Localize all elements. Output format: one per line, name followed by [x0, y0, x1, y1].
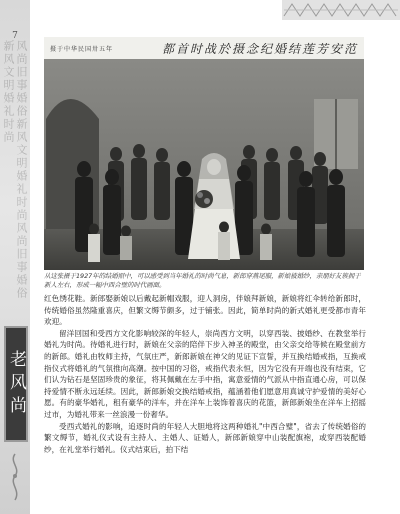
body-paragraph-1: 红色绣花鞋。新郎娶新娘以后戴起新帽戏服，迎人洞房，伴娘拜新娘，新娘将红伞转给新郎时，传统婚俗虽然隆重喜庆，但繁文缛节颇多，过于铺张。因此，简单时尚的新式婚礼更受都市青年欢迎。 — [44, 294, 366, 327]
photo-banner-title: 都首时战於摄念纪婚结莲芳安范 — [161, 41, 358, 56]
body-paragraph-2: 留洋回国和受西方文化影响较深的年轻人，崇尚西方文明，以穿西装、披婚纱、在教堂举行婚礼为时尚。待婚礼进行时，新娘在父亲的陪伴下步入神圣的殿堂，由父亲交给等候在殿堂前方的新郎。婚礼由牧师主持，气氛庄严，新郎新娘在神父的见证下宣誓，并互换结婚戒指，互换戒指仪式将婚礼的气氛推向高潮。按中国的习俗，戒指代表永恒，因为它没有开端也没有结束，它们认为钻石是坚固珍贵的象征，将其佩戴在左手中指，寓意爱情的气派从中指直通心房，可以保持爱情不断永远延续。因此，新郎新娘交换结婚戒指，蕴涵着他们愿意用真诚守护爱情的美好心愿。有的豪华婚礼，租有豪华的洋车，并在洋车上装饰着喜庆的花篮，新郎新娘坐在洋车上招摇过市，为婚礼带来一丝浪漫一份奢华。 — [44, 328, 366, 419]
group-portrait-image — [44, 59, 364, 270]
flourish-icon — [5, 452, 25, 502]
body-paragraph-3: 受西式婚礼的影响，追逐时尚的年轻人大胆地将这两种婚礼"中西合璧"，省去了传统婚俗的繁文缛节，婚礼仪式设有主持人、主婚人、证婚人，新郎新娘穿中山装配旗袍，或穿西装配婚纱，在礼堂举行婚礼。仪式结束后，拍下结 — [44, 421, 366, 454]
photo-banner-date: 摄于中华民国卅五年 — [50, 45, 114, 53]
article-body — [44, 293, 366, 455]
photo-banner — [44, 37, 364, 59]
side-texture-text: 风尚旧事婚俗新风文明婚礼时尚风尚旧事婚俗新风文明婚礼时尚 — [2, 40, 28, 300]
page-number: 7 — [12, 31, 18, 41]
corner-ornament-icon — [282, 0, 400, 20]
photo-caption: 从这张摄于1927年的结婚照中，可以感受到当年婚礼的时尚气息，新郎穿燕尾服，新娘披婚纱，亲朋好友簇拥于新人左右，形成一幅中西合璧的时代画面。 — [44, 272, 361, 289]
wedding-photo — [44, 37, 364, 270]
section-tag: 老风尚 — [4, 326, 28, 442]
